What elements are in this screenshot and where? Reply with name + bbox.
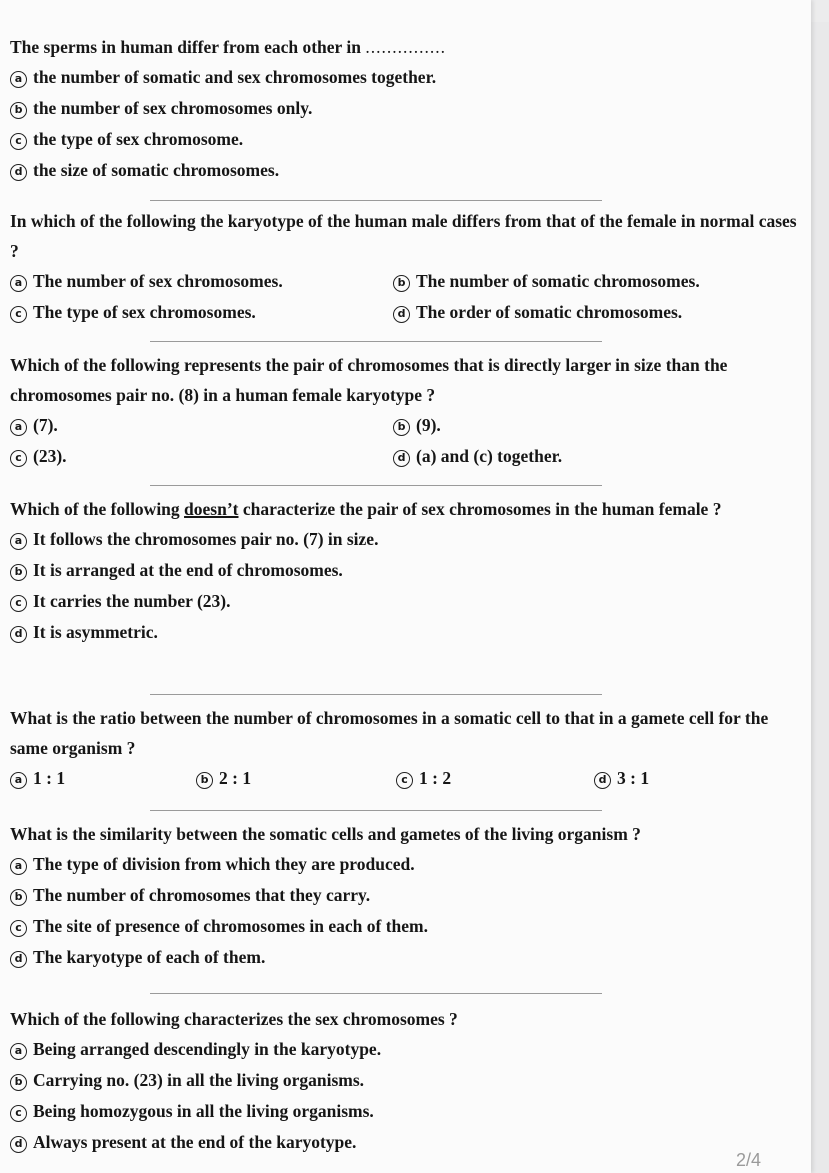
option-letter-d: d xyxy=(10,164,27,181)
option-c[interactable]: c (23). xyxy=(10,441,67,472)
option-c[interactable]: c It carries the number (23). xyxy=(10,586,800,617)
question-6 xyxy=(10,819,800,973)
option-b[interactable]: b It is arranged at the end of chromosomes. xyxy=(10,555,800,586)
option-b[interactable]: b (9). xyxy=(393,410,441,441)
option-letter-b: b xyxy=(196,772,213,789)
option-letter-c: c xyxy=(10,133,27,150)
option-c[interactable]: c Being homozygous in all the living organisms. xyxy=(10,1096,800,1127)
option-letter-d: d xyxy=(393,450,410,467)
option-letter-a: a xyxy=(10,275,27,292)
question-divider xyxy=(150,993,602,994)
option-letter-c: c xyxy=(10,306,27,323)
option-b[interactable]: b The number of somatic chromosomes. xyxy=(393,266,700,297)
question-7-stem: Which of the following characterizes the sex chromosomes ? xyxy=(10,1009,458,1029)
option-b[interactable]: b 2 : 1 xyxy=(196,763,251,794)
option-a[interactable]: a It follows the chromosomes pair no. (7) in size. xyxy=(10,524,800,555)
option-letter-d: d xyxy=(10,626,27,643)
question-3-stem: Which of the following represents the pair of chromosomes that is directly larger in size than the chromosomes pair no. (8) in a human female karyotype ? xyxy=(10,355,728,405)
page-indicator: 2/4 xyxy=(735,1150,761,1170)
option-letter-c: c xyxy=(10,920,27,937)
option-a[interactable]: a The type of division from which they are produced. xyxy=(10,849,800,880)
question-divider xyxy=(150,485,602,486)
option-d[interactable]: d the size of somatic chromosomes. xyxy=(10,155,800,186)
question-1 xyxy=(10,32,800,186)
option-letter-b: b xyxy=(10,889,27,906)
option-letter-a: a xyxy=(10,1043,27,1060)
option-letter-b: b xyxy=(393,419,410,436)
answer-blank: ............... xyxy=(365,37,446,57)
option-letter-a: a xyxy=(10,858,27,875)
option-d[interactable]: d Always present at the end of the karyotype. xyxy=(10,1127,800,1158)
option-letter-c: c xyxy=(396,772,413,789)
option-letter-d: d xyxy=(10,1136,27,1153)
option-letter-c: c xyxy=(10,595,27,612)
option-d[interactable]: d It is asymmetric. xyxy=(10,617,800,648)
option-d[interactable]: d The karyotype of each of them. xyxy=(10,942,800,973)
question-4 xyxy=(10,494,800,648)
option-letter-b: b xyxy=(10,102,27,119)
option-d[interactable]: d 3 : 1 xyxy=(594,763,649,794)
question-2 xyxy=(10,206,800,328)
question-5 xyxy=(10,703,800,794)
option-d[interactable]: d The order of somatic chromosomes. xyxy=(393,297,682,328)
option-letter-c: c xyxy=(10,1105,27,1122)
option-letter-b: b xyxy=(10,564,27,581)
option-b[interactable]: b The number of chromosomes that they carry. xyxy=(10,880,800,911)
option-letter-d: d xyxy=(393,306,410,323)
option-letter-d: d xyxy=(594,772,611,789)
option-letter-a: a xyxy=(10,71,27,88)
option-c[interactable]: c The type of sex chromosomes. xyxy=(10,297,256,328)
option-letter-b: b xyxy=(393,275,410,292)
option-letter-c: c xyxy=(10,450,27,467)
option-letter-a: a xyxy=(10,419,27,436)
question-3 xyxy=(10,350,800,472)
option-a[interactable]: a The number of sex chromosomes. xyxy=(10,266,283,297)
question-4-stem: Which of the following doesn’t characterize the pair of sex chromosomes in the human female ? xyxy=(10,499,722,519)
question-divider xyxy=(150,810,602,811)
question-6-stem: What is the similarity between the somatic cells and gametes of the living organism ? xyxy=(10,824,641,844)
question-divider xyxy=(150,341,602,342)
option-c[interactable]: c the type of sex chromosome. xyxy=(10,124,800,155)
option-a[interactable]: a (7). xyxy=(10,410,58,441)
option-b[interactable]: b Carrying no. (23) in all the living organisms. xyxy=(10,1065,800,1096)
option-a[interactable]: a the number of somatic and sex chromosomes together. xyxy=(10,62,800,93)
question-divider xyxy=(150,200,602,201)
question-1-stem: The sperms in human differ from each other in ............... xyxy=(10,37,446,57)
option-letter-a: a xyxy=(10,533,27,550)
option-c[interactable]: c The site of presence of chromosomes in each of them. xyxy=(10,911,800,942)
option-a[interactable]: a 1 : 1 xyxy=(10,763,65,794)
question-5-stem: What is the ratio between the number of chromosomes in a somatic cell to that in a gamete cell for the same organism ? xyxy=(10,708,769,758)
question-2-stem: In which of the following the karyotype of the human male differs from that of the female in normal cases ? xyxy=(10,211,797,261)
option-letter-a: a xyxy=(10,772,27,789)
option-letter-d: d xyxy=(10,951,27,968)
question-7 xyxy=(10,1004,800,1158)
option-c[interactable]: c 1 : 2 xyxy=(396,763,451,794)
question-divider xyxy=(150,694,602,695)
option-letter-b: b xyxy=(10,1074,27,1091)
option-a[interactable]: a Being arranged descendingly in the karyotype. xyxy=(10,1034,800,1065)
emphasis-doesnt: doesn’t xyxy=(184,499,239,519)
option-d[interactable]: d (a) and (c) together. xyxy=(393,441,562,472)
option-b[interactable]: b the number of sex chromosomes only. xyxy=(10,93,800,124)
